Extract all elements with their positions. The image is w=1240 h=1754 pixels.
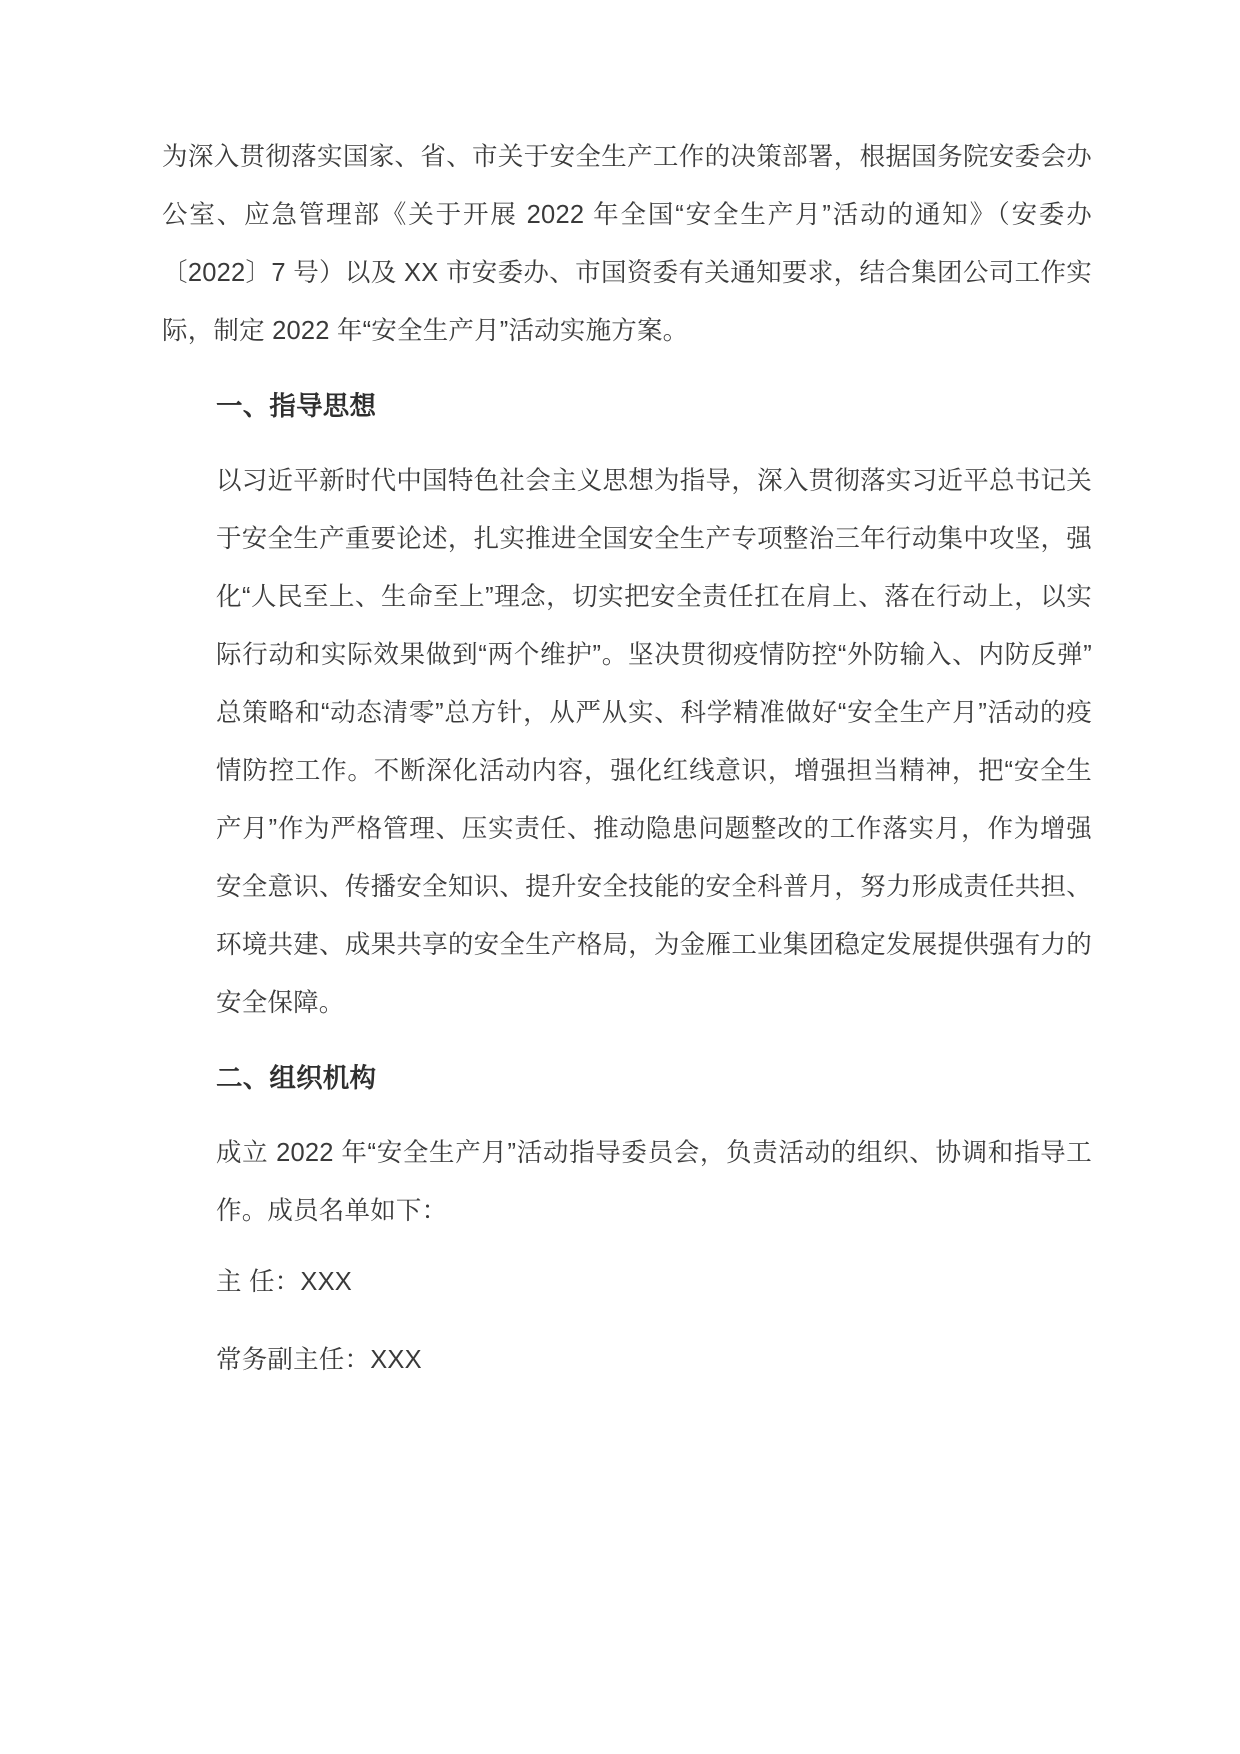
intro-paragraph: 为深入贯彻落实国家、省、市关于安全生产工作的决策部署，根据国务院安委会办公室、应急管理部《关于开展 2022 年全国“安全生产月”活动的通知》（安委办〔2022〕7 号）以及 XX 市安委办、市国资委有关通知要求，结合集团公司工作实际，制定 2022 年“安全生产月”活动实施方案。 (162, 143, 1092, 345)
member-line-executive-deputy-director: 常务副主任：XXX (216, 1346, 422, 1374)
section-heading-2: 二、组织机构 (216, 1063, 377, 1093)
section-heading-1: 一、指导思想 (216, 391, 377, 421)
member-line-director: 主 任：XXX (216, 1268, 353, 1296)
document-body (148, 128, 1092, 1396)
section-body-1: 以习近平新时代中国特色社会主义思想为指导，深入贯彻落实习近平总书记关于安全生产重要论述，扎实推进全国安全生产专项整治三年行动集中攻坚，强化“人民至上、生命至上”理念，切实把安全责任扛在肩上、落在行动上，以实际行动和实际效果做到“两个维护”。坚决贯彻疫情防控“外防输入、内防反弹”总策略和“动态清零”总方针，从严从实、科学精准做好“安全生产月”活动的疫情防控工作。不断深化活动内容，强化红线意识，增强担当精神，把“安全生产月”作为严格管理、压实责任、推动隐患问题整改的工作落实月，作为增强安全意识、传播安全知识、提升安全技能的安全科普月，努力形成责任共担、环境共建、成果共享的安全生产格局，为金雁工业集团稳定发展提供强有力的安全保障。 (216, 467, 1092, 1017)
section-body-2: 成立 2022 年“安全生产月”活动指导委员会，负责活动的组织、协调和指导工作。成员名单如下： (216, 1139, 1092, 1225)
